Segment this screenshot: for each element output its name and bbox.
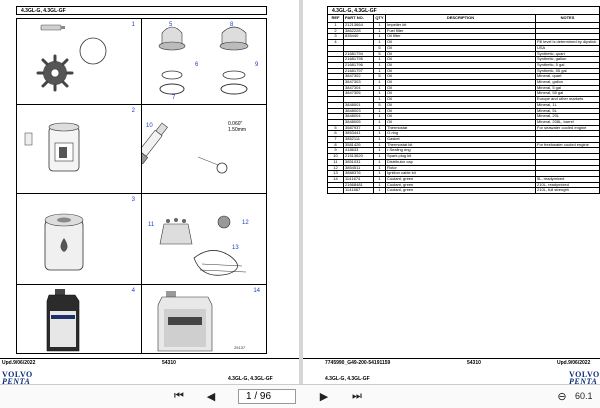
cell-description: Oil	[386, 68, 536, 74]
cell-ref: 7	[328, 137, 344, 143]
cell-ref: 5	[328, 125, 344, 131]
cell-qty: 1	[374, 165, 386, 171]
oil-filter-drawing	[17, 194, 141, 284]
cell-description: Oil	[386, 102, 536, 108]
cell-ref: 13	[328, 171, 344, 177]
cell-description: O-ring	[386, 131, 536, 137]
cell-qty: 1	[374, 68, 386, 74]
cell-part-no: 3851031	[344, 159, 374, 165]
cell-qty: 1	[374, 125, 386, 131]
item-number-9: 9	[255, 62, 259, 68]
cell-qty: 5	[374, 102, 386, 108]
item-number-14: 14	[253, 288, 260, 294]
volvo-penta-logo-left: VOLVO PENTA	[2, 370, 33, 384]
cell-description: Gasket	[386, 137, 536, 143]
cell-qty: 1	[374, 148, 386, 154]
last-page-icon[interactable]: ⏭	[352, 389, 362, 402]
illustration-oil-filter	[16, 193, 142, 285]
cell-description: Oil	[386, 74, 536, 80]
cell-qty: 1	[374, 182, 386, 188]
item-number-3: 3	[131, 197, 135, 203]
zoom-level[interactable]: 60.1	[575, 391, 593, 401]
cell-ref: 11	[328, 159, 344, 165]
cell-qty: 5	[374, 74, 386, 80]
col-notes: NOTES	[536, 15, 600, 23]
cell-description: Ignition cable kit	[386, 171, 536, 177]
cell-part-no: 3848004	[344, 114, 374, 120]
cell-part-no: 3581426	[344, 142, 374, 148]
cell-part-no: 3847302	[344, 74, 374, 80]
cell-part-no: 3847304	[344, 85, 374, 91]
cell-ref: 9	[328, 148, 344, 154]
page-number-input[interactable]	[238, 389, 296, 404]
cell-notes: Mineral, 55 gal	[536, 91, 600, 97]
volvo-penta-logo-right: VOLVO PENTA	[569, 370, 600, 384]
cell-qty: 1	[374, 62, 386, 68]
illustration-spark-plug	[141, 104, 267, 194]
left-page-header: 4.3GL-G, 4.3GL-GF	[16, 6, 267, 15]
illustration-distributor	[141, 193, 267, 285]
cell-description: Oil	[386, 62, 536, 68]
col-part-no: PART NO.	[344, 15, 374, 23]
figure-reference: 25137	[234, 345, 246, 350]
cell-description: Fuel filter	[386, 28, 536, 34]
next-page-icon[interactable]: ▶	[319, 390, 329, 403]
cell-part-no: 835440	[344, 34, 374, 40]
item-number-10: 10	[146, 123, 153, 129]
illustration-grid	[16, 18, 267, 354]
left-footer-rule	[0, 358, 299, 359]
item-number-4: 4	[131, 288, 135, 294]
cell-notes: Mineral, 208L, barrel	[536, 119, 600, 125]
cell-qty: 1	[374, 131, 386, 137]
illustration-impeller-kit	[16, 18, 142, 105]
cell-notes: 5L, readymixed	[536, 176, 600, 182]
cell-description: Oil	[386, 40, 536, 46]
right-footer-page: 54310	[467, 360, 481, 366]
cell-description: Oil	[386, 114, 536, 120]
cell-qty: 5	[374, 51, 386, 57]
cell-notes: 210L, full strength	[536, 188, 600, 194]
col-ref: REF	[328, 15, 344, 23]
previous-page-icon[interactable]: ◀	[206, 390, 216, 403]
cell-part-no: 1141674	[344, 176, 374, 182]
cell-qty: 1	[374, 40, 386, 46]
item-number-8: 8	[230, 22, 234, 28]
cell-part-no: 21681794	[344, 51, 374, 57]
cell-notes: Synthetic, 5 gal	[536, 62, 600, 68]
spark-plug-drawing	[142, 105, 266, 193]
cell-part-no: 3848003	[344, 108, 374, 114]
cell-part-no: 3854511	[344, 165, 374, 171]
cell-qty: 1	[374, 28, 386, 34]
thermostat-drawing	[142, 19, 266, 104]
distributor-drawing	[142, 194, 266, 284]
cell-notes: For seawater cooled engine	[536, 125, 600, 131]
oil-bottle-drawing	[17, 285, 141, 353]
right-page-header: 4.3GL-G, 4.3GL-GF	[327, 6, 600, 15]
cell-qty: 1	[374, 85, 386, 91]
cell-qty: 5	[374, 45, 386, 51]
illustration-oil-bottle	[16, 284, 142, 354]
parts-table	[327, 14, 600, 194]
cell-qty: 1	[374, 119, 386, 125]
cell-ref: 2	[328, 28, 344, 34]
impeller-kit-drawing	[17, 19, 141, 104]
cell-ref: 14	[328, 176, 344, 182]
left-footer-models: 4.3GL-G, 4.3GL-GF	[228, 376, 273, 382]
cell-part-no: 21681796	[344, 62, 374, 68]
cell-notes: USA	[536, 45, 600, 51]
cell-notes: Synthetic, 55 gal	[536, 68, 600, 74]
cell-notes: Mineral, 5L	[536, 108, 600, 114]
cell-qty: 1	[374, 57, 386, 63]
cell-part-no: 3853441	[344, 131, 374, 137]
parts-table-body	[328, 23, 600, 194]
cell-part-no: 3847303	[344, 80, 374, 86]
item-number-11: 11	[148, 222, 155, 228]
cell-notes: Mineral, quart	[536, 74, 600, 80]
cell-ref: 3	[328, 34, 344, 40]
cell-part-no: 1141667	[344, 188, 374, 194]
cell-part-no: 418633	[344, 148, 374, 154]
illustration-coolant-jug	[141, 284, 267, 354]
item-number-12: 12	[242, 220, 249, 226]
item-number-13: 13	[232, 245, 239, 251]
cell-description: Thermostat	[386, 125, 536, 131]
cell-ref: 8	[328, 142, 344, 148]
right-footer-docref: 7745990_G49-200-54191159	[325, 360, 391, 366]
cell-description: Oil	[386, 51, 536, 57]
item-number-2: 2	[131, 108, 135, 114]
cell-ref: 1	[328, 23, 344, 29]
cell-notes: Mineral, 1L	[536, 102, 600, 108]
cell-description: Oil	[386, 119, 536, 125]
cell-part-no: 21668481	[344, 182, 374, 188]
cell-ref: 4	[328, 40, 344, 46]
cell-description: Coolant, green	[386, 176, 536, 182]
right-footer-rule	[303, 358, 600, 359]
cell-part-no: 21213664	[344, 23, 374, 29]
right-footer-date: Upd.9/06/2022	[557, 360, 591, 366]
cell-description: Oil	[386, 91, 536, 97]
item-number-7: 7	[172, 95, 176, 101]
cell-description: Oil	[386, 85, 536, 91]
cell-part-no: 21513620	[344, 154, 374, 160]
cell-description: Coolant, green	[386, 188, 536, 194]
cell-description: Oil	[386, 57, 536, 63]
cell-part-no: 3587937	[344, 125, 374, 131]
cell-qty: 1	[374, 114, 386, 120]
cell-qty: 1	[374, 137, 386, 143]
cell-ref: 6	[328, 131, 344, 137]
item-number-6: 6	[195, 62, 199, 68]
cell-description: Oil	[386, 97, 536, 103]
cell-qty: 1	[374, 34, 386, 40]
cell-part-no: 3848005	[344, 119, 374, 125]
cell-part-no: 21681797	[344, 68, 374, 74]
cell-description: Distributor cap	[386, 159, 536, 165]
cell-notes: Europe and other markets	[536, 97, 600, 103]
table-row	[328, 188, 600, 194]
cell-notes: Synthetic, gallon	[536, 57, 600, 63]
spark-gap-label: 0.060" 1.50mm	[228, 121, 247, 133]
zoom-out-icon[interactable]: ⊖	[557, 390, 567, 403]
cell-description: Oil filter	[386, 34, 536, 40]
cell-notes: Mineral, gallon	[536, 80, 600, 86]
left-footer-date: Upd.9/06/2022	[2, 360, 36, 366]
cell-notes: For freshwater cooled engine	[536, 142, 600, 148]
cell-notes: Mineral, 5 gal	[536, 85, 600, 91]
cell-ref	[328, 188, 344, 194]
col-description: DESCRIPTION	[386, 15, 536, 23]
cell-qty: 1	[374, 142, 386, 148]
cell-qty: 1	[374, 108, 386, 114]
first-page-icon[interactable]: ⏮	[174, 389, 184, 402]
cell-description: • Sealing ring	[386, 148, 536, 154]
viewer-toolbar	[0, 384, 600, 408]
cell-qty: 1	[374, 80, 386, 86]
fuel-filter-drawing	[17, 105, 141, 193]
cell-description: Thermostat kit	[386, 142, 536, 148]
left-footer-page: 54310	[162, 360, 176, 366]
cell-qty: 1	[374, 97, 386, 103]
item-number-5: 5	[169, 22, 173, 28]
illustration-thermostats	[141, 18, 267, 105]
cell-description: Coolant, green	[386, 182, 536, 188]
right-footer-models: 4.3GL-G, 4.3GL-GF	[325, 376, 370, 382]
cell-ref: 10	[328, 154, 344, 160]
cell-qty: 1	[374, 91, 386, 97]
cell-description: Oil	[386, 108, 536, 114]
cell-notes: Synthetic, quart	[536, 51, 600, 57]
cell-part-no: 3862228	[344, 28, 374, 34]
cell-description: Spark plug kit	[386, 154, 536, 160]
cell-qty: 1	[374, 188, 386, 194]
cell-qty: 1	[374, 23, 386, 29]
cell-notes: Fill level is determined by dipstick	[536, 40, 600, 46]
left-page	[0, 0, 299, 384]
cell-part-no: 3847305	[344, 91, 374, 97]
cell-notes: Mineral, 20L	[536, 114, 600, 120]
item-number-1: 1	[131, 22, 135, 28]
cell-description: Oil	[386, 80, 536, 86]
cell-part-no: 3852111	[344, 137, 374, 143]
cell-qty: 1	[374, 154, 386, 160]
illustration-fuel-filter	[16, 104, 142, 194]
cell-ref: 12	[328, 165, 344, 171]
col-qty: QTY	[374, 15, 386, 23]
cell-part-no: 3848001	[344, 102, 374, 108]
cell-part-no: 21681795	[344, 57, 374, 63]
cell-description: Impeller kit	[386, 23, 536, 29]
cell-qty: 1	[374, 171, 386, 177]
cell-notes: 210L, readymixed	[536, 182, 600, 188]
cell-description: Rotor	[386, 165, 536, 171]
cell-qty: 1	[374, 159, 386, 165]
cell-part-no: 3888376	[344, 171, 374, 177]
coolant-jug-drawing	[142, 285, 266, 353]
parts-table-header	[328, 15, 600, 23]
cell-qty: 1	[374, 176, 386, 182]
cell-description: Oil	[386, 45, 536, 51]
